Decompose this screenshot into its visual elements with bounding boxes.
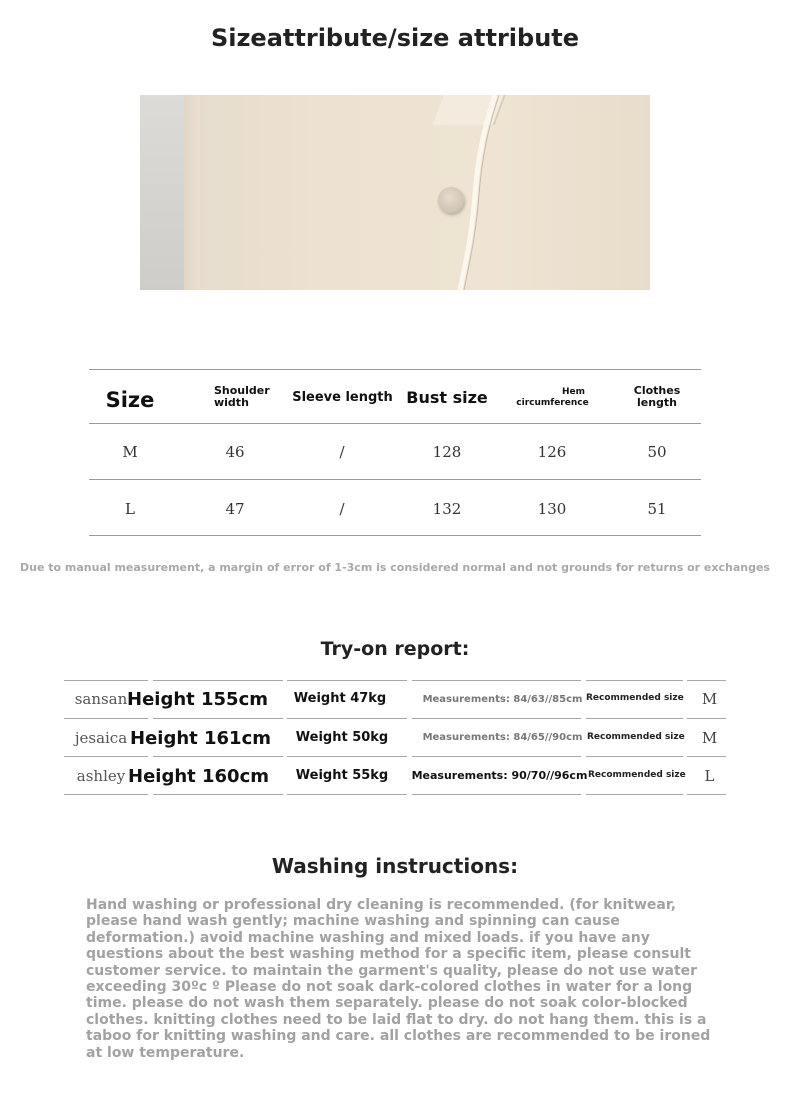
tryon-height: Height 161cm (130, 728, 272, 749)
row-bust: 132 (432, 500, 462, 518)
header-hem (505, 387, 600, 409)
tryon-measurements: Measurements: 90/70//96cm (411, 769, 588, 782)
header-shoulder-line2: width (214, 396, 249, 409)
tryon-recommended-label: Recommended size (586, 693, 684, 703)
tryon-name: ashley (76, 767, 126, 785)
tryon-recommended-size: M (701, 729, 718, 747)
photo-seam-line (140, 95, 650, 290)
row-length: 50 (647, 443, 667, 461)
header-clothes-line2: length (636, 396, 678, 409)
header-shoulder (214, 385, 284, 409)
page-title: Sizeattribute/size attribute (210, 24, 580, 52)
header-hem-line2: circumference (516, 398, 589, 408)
row-length: 51 (647, 500, 667, 518)
row-shoulder: 47 (225, 500, 245, 518)
tryon-title: Try-on report: (320, 638, 470, 660)
row-size: M (122, 443, 138, 461)
header-hem-line1: Hem (561, 387, 585, 397)
tryon-measurements: Measurements: 84/65//90cm (422, 732, 583, 743)
header-bust: Bust size (406, 388, 488, 407)
tryon-recommended-size: M (701, 690, 718, 708)
tryon-name: sansan (74, 690, 128, 708)
table-bottom-rule (89, 535, 701, 536)
tryon-measurements: Measurements: 84/63//85cm (422, 694, 583, 705)
header-shoulder-line1: Shoulder (214, 384, 270, 397)
measurement-note: Due to manual measurement, a margin of error of 1-3cm is considered normal and not grounds for returns or exchanges (20, 561, 770, 574)
tryon-height: Height 160cm (128, 766, 270, 787)
table-row-rule (89, 479, 701, 480)
fabric-detail-photo (140, 95, 650, 290)
row-hem: 130 (537, 500, 567, 518)
table-top-rule (89, 369, 701, 370)
row-hem: 126 (537, 443, 567, 461)
header-size: Size (105, 388, 155, 412)
tryon-height: Height 155cm (127, 689, 269, 710)
tryon-weight: Weight 55kg (295, 768, 389, 783)
row-sleeve: / (339, 443, 345, 461)
row-sleeve: / (339, 500, 345, 518)
table-header-rule (89, 423, 701, 424)
washing-title: Washing instructions: (271, 854, 519, 878)
washing-text: Hand washing or professional dry cleaning is recommended. (for knitwear, please hand wash gently; machine washing and spinning can cause deformation.) avoid machine washing and mixed loads. if you have any questions about the best washing method for a specific item, please consult customer service. to maintain the garment's quality, please do not use water exceeding 30ºc º Please do not soak dark-colored clothes in water for a long time. please do not wash them separately. please do not soak color-blocked clothes. knitting clothes need to be laid flat to dry. do not hang them. this is a taboo for knitting washing and care. all clothes are recommended to be ironed at low temperature. (86, 897, 711, 1061)
tryon-weight: Weight 50kg (295, 730, 389, 745)
tryon-recommended-label: Recommended size (587, 732, 685, 742)
row-bust: 128 (432, 443, 462, 461)
header-sleeve: Sleeve length (292, 390, 393, 405)
snap-button (438, 187, 464, 213)
tryon-recommended-size: L (704, 767, 715, 785)
tryon-name: jesaica (74, 729, 128, 747)
header-clothes-line1: Clothes (633, 384, 681, 397)
tryon-weight: Weight 47kg (293, 691, 387, 706)
row-shoulder: 46 (225, 443, 245, 461)
header-clothes-length (620, 385, 694, 409)
tryon-recommended-label: Recommended size (588, 770, 686, 780)
row-size: L (125, 500, 135, 518)
